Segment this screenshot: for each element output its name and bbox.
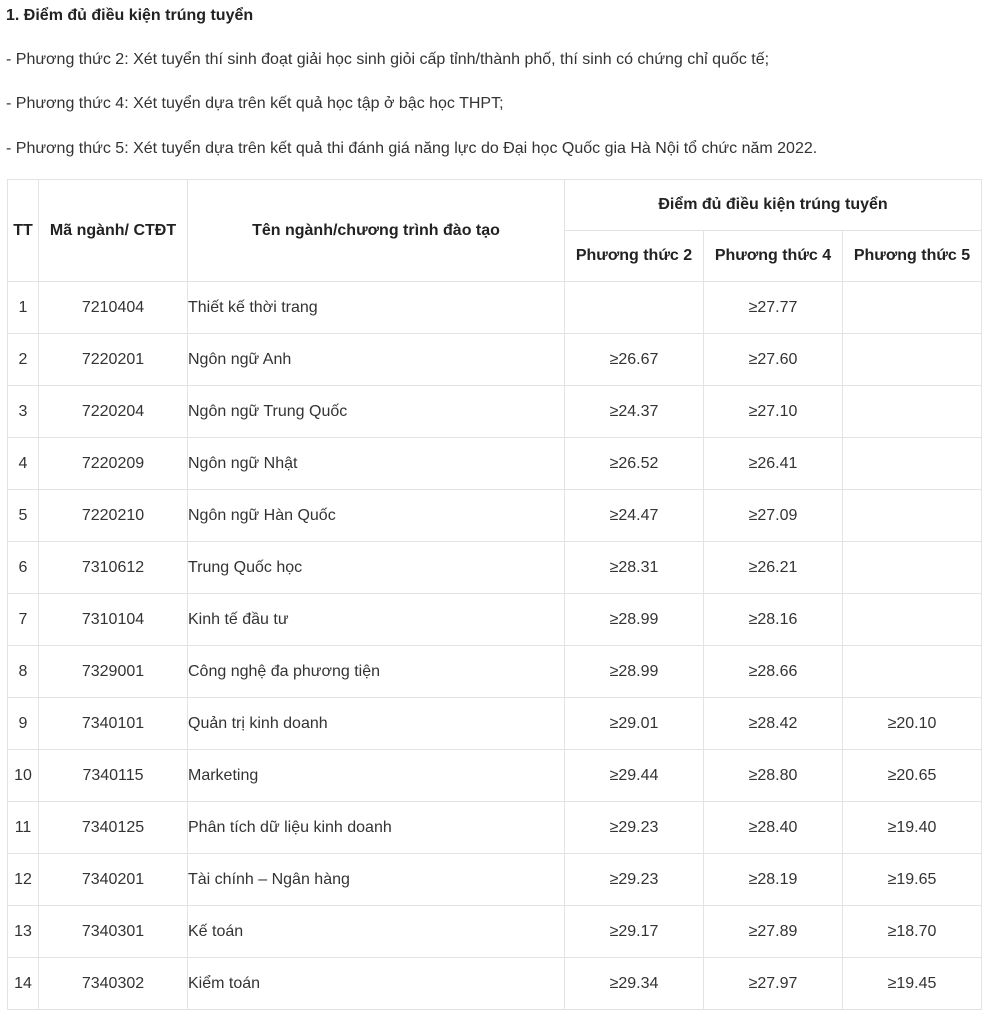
cell-program-name: Quản trị kinh doanh (188, 698, 565, 750)
admission-scores-table (7, 179, 982, 1010)
cell-method-4: ≥28.80 (704, 750, 843, 802)
table-row (8, 542, 982, 594)
cell-method-2: ≥29.23 (565, 802, 704, 854)
cell-program-name: Ngôn ngữ Nhật (188, 438, 565, 490)
cell-method-5 (843, 490, 982, 542)
cell-method-2: ≥29.01 (565, 698, 704, 750)
cell-program-name: Kiểm toán (188, 958, 565, 1010)
header-method-5: Phương thức 5 (843, 231, 982, 282)
cell-code: 7340301 (39, 906, 188, 958)
cell-method-2: ≥29.17 (565, 906, 704, 958)
cell-method-2 (565, 282, 704, 334)
cell-method-4: ≥28.66 (704, 646, 843, 698)
cell-code: 7220204 (39, 386, 188, 438)
cell-method-4: ≥27.89 (704, 906, 843, 958)
table-header-row (8, 180, 982, 231)
cell-method-5: ≥19.40 (843, 802, 982, 854)
cell-program-name: Tài chính – Ngân hàng (188, 854, 565, 906)
table-row (8, 594, 982, 646)
cell-code: 7220210 (39, 490, 188, 542)
cell-tt: 13 (8, 906, 39, 958)
cell-code: 7329001 (39, 646, 188, 698)
cell-tt: 11 (8, 802, 39, 854)
cell-method-2: ≥24.47 (565, 490, 704, 542)
cell-tt: 5 (8, 490, 39, 542)
cell-tt: 4 (8, 438, 39, 490)
cell-method-4: ≥27.77 (704, 282, 843, 334)
header-code: Mã ngành/ CTĐT (39, 180, 188, 282)
cell-program-name: Kinh tế đầu tư (188, 594, 565, 646)
cell-code: 7340302 (39, 958, 188, 1010)
cell-method-2: ≥24.37 (565, 386, 704, 438)
cell-method-4: ≥27.97 (704, 958, 843, 1010)
cell-method-2: ≥29.44 (565, 750, 704, 802)
cell-method-5: ≥19.45 (843, 958, 982, 1010)
cell-method-5 (843, 386, 982, 438)
cell-code: 7340101 (39, 698, 188, 750)
table-row (8, 750, 982, 802)
cell-method-5 (843, 542, 982, 594)
cell-method-5: ≥20.10 (843, 698, 982, 750)
header-program-name: Tên ngành/chương trình đào tạo (188, 180, 565, 282)
method-4-description: - Phương thức 4: Xét tuyển dựa trên kết quả học tập ở bậc học THPT; (6, 95, 504, 112)
cell-program-name: Thiết kế thời trang (188, 282, 565, 334)
cell-method-5 (843, 646, 982, 698)
cell-tt: 14 (8, 958, 39, 1010)
cell-method-2: ≥26.67 (565, 334, 704, 386)
table-body (8, 282, 982, 1010)
cell-method-4: ≥28.42 (704, 698, 843, 750)
cell-tt: 8 (8, 646, 39, 698)
cell-code: 7340125 (39, 802, 188, 854)
header-method-2: Phương thức 2 (565, 231, 704, 282)
table-row (8, 282, 982, 334)
cell-method-4: ≥26.21 (704, 542, 843, 594)
table-row (8, 334, 982, 386)
table-row (8, 906, 982, 958)
cell-method-2: ≥29.23 (565, 854, 704, 906)
table-row (8, 438, 982, 490)
header-tt: TT (8, 180, 39, 282)
cell-program-name: Phân tích dữ liệu kinh doanh (188, 802, 565, 854)
cell-code: 7310612 (39, 542, 188, 594)
cell-program-name: Trung Quốc học (188, 542, 565, 594)
cell-method-2: ≥28.99 (565, 646, 704, 698)
cell-tt: 6 (8, 542, 39, 594)
header-score-group: Điểm đủ điều kiện trúng tuyển (565, 180, 982, 231)
cell-method-2: ≥28.31 (565, 542, 704, 594)
cell-program-name: Công nghệ đa phương tiện (188, 646, 565, 698)
cell-code: 7310104 (39, 594, 188, 646)
cell-method-5: ≥19.65 (843, 854, 982, 906)
table-row (8, 490, 982, 542)
cell-method-4: ≥26.41 (704, 438, 843, 490)
cell-code: 7340201 (39, 854, 188, 906)
cell-method-5 (843, 594, 982, 646)
section-heading: 1. Điểm đủ điều kiện trúng tuyển (6, 7, 254, 24)
cell-tt: 3 (8, 386, 39, 438)
cell-tt: 2 (8, 334, 39, 386)
cell-code: 7340115 (39, 750, 188, 802)
cell-method-4: ≥28.40 (704, 802, 843, 854)
table-row (8, 386, 982, 438)
cell-code: 7210404 (39, 282, 188, 334)
table-row (8, 698, 982, 750)
table-row (8, 854, 982, 906)
cell-program-name: Marketing (188, 750, 565, 802)
cell-method-5 (843, 438, 982, 490)
cell-method-2: ≥29.34 (565, 958, 704, 1010)
table-row (8, 958, 982, 1010)
cell-method-4: ≥27.09 (704, 490, 843, 542)
cell-program-name: Kế toán (188, 906, 565, 958)
cell-method-2: ≥26.52 (565, 438, 704, 490)
cell-tt: 9 (8, 698, 39, 750)
cell-method-4: ≥27.10 (704, 386, 843, 438)
method-2-description: - Phương thức 2: Xét tuyển thí sinh đoạt giải học sinh giỏi cấp tỉnh/thành phố, thí sinh có chứng chỉ quốc tế; (6, 51, 770, 68)
cell-code: 7220201 (39, 334, 188, 386)
cell-method-5 (843, 334, 982, 386)
cell-code: 7220209 (39, 438, 188, 490)
table-row (8, 646, 982, 698)
cell-tt: 1 (8, 282, 39, 334)
method-5-description: - Phương thức 5: Xét tuyển dựa trên kết quả thi đánh giá năng lực do Đại học Quốc gia Hà Nội tổ chức năm 2022. (6, 140, 818, 157)
cell-tt: 7 (8, 594, 39, 646)
cell-method-2: ≥28.99 (565, 594, 704, 646)
cell-method-5: ≥18.70 (843, 906, 982, 958)
header-method-4: Phương thức 4 (704, 231, 843, 282)
cell-tt: 10 (8, 750, 39, 802)
cell-method-5: ≥20.65 (843, 750, 982, 802)
cell-method-4: ≥28.19 (704, 854, 843, 906)
cell-method-4: ≥28.16 (704, 594, 843, 646)
cell-tt: 12 (8, 854, 39, 906)
cell-program-name: Ngôn ngữ Anh (188, 334, 565, 386)
cell-program-name: Ngôn ngữ Trung Quốc (188, 386, 565, 438)
cell-method-4: ≥27.60 (704, 334, 843, 386)
table-row (8, 802, 982, 854)
cell-program-name: Ngôn ngữ Hàn Quốc (188, 490, 565, 542)
cell-method-5 (843, 282, 982, 334)
